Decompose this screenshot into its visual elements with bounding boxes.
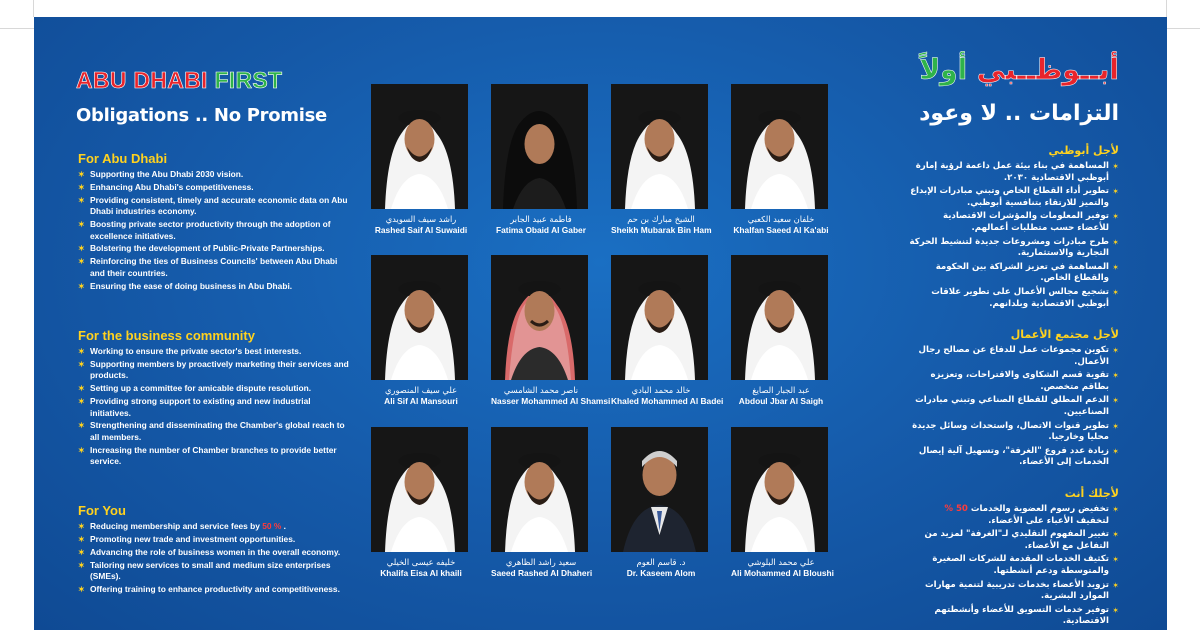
bullet-icon: ✶ — [78, 445, 85, 455]
candidate-name-arabic: علي سيف المنصوري — [384, 385, 458, 395]
candidate-name-english: Abdoul Jbar Al Saigh — [738, 396, 824, 406]
list-item: ✶ Strengthening and disseminating the Chamber's global reach to all members. — [78, 420, 345, 442]
candidate-photo — [611, 84, 708, 209]
candidates-grid — [371, 84, 841, 604]
candidate-name-arabic: خالد محمد البادي — [631, 385, 691, 395]
list-item: ✶ المساهمة في بناء بيئة عمل داعمة لرؤية إمارة أبوظبي الاقتصادية ٢٠٣٠. — [915, 161, 1119, 183]
list-item: ✶ زيادة عدد فروع "الغرفة"، وتسهيل آلية إيصال الخدمات إلى الأعضاء. — [918, 445, 1119, 468]
bullet-icon: ✶ — [78, 195, 85, 205]
fee-percent: 50 % — [262, 521, 282, 531]
bullet-icon: ✶ — [1112, 530, 1119, 540]
brochure-panel — [34, 17, 1167, 630]
bullet-icon: ✶ — [78, 585, 85, 595]
crop-mark-top-right — [1166, 0, 1167, 17]
arabic-heading-business: لأجل مجتمع الأعمال — [1010, 328, 1119, 341]
candidate-name-english: Ali Sif Al Mansouri — [384, 396, 458, 406]
section-heading-abu-dhabi: For Abu Dhabi — [78, 151, 168, 166]
arabic-heading-abu-dhabi: لأجل أبوظبي — [1048, 144, 1119, 157]
candidate-card — [491, 84, 591, 249]
crop-mark-top-left — [33, 0, 34, 17]
list-item: ✶ Tailoring new services to small and medium size enterprises (SMEs). — [78, 559, 331, 582]
candidate-name-english: Nasser Mohammed Al Shamsi — [491, 396, 611, 406]
bullet-icon: ✶ — [78, 281, 85, 291]
arabic-list-abu-dhabi — [909, 161, 1119, 312]
list-item: ✶ Advancing the role of business women in the overall economy. — [78, 546, 341, 557]
arabic-list-business — [909, 345, 1119, 471]
bullet-icon: ✶ — [1112, 287, 1119, 297]
candidate-name-english: Fatima Obaid Al Gaber — [496, 225, 586, 235]
english-title — [76, 67, 282, 94]
candidate-photo — [731, 84, 828, 209]
bullet-icon: ✶ — [1112, 555, 1119, 565]
bullet-icon: ✶ — [1112, 346, 1119, 355]
list-item: ✶ توفير خدمات التسويق للأعضاء وأنشطتهم الاقتصادية. — [934, 604, 1119, 627]
candidate-photo — [491, 84, 588, 209]
bullet-icon: ✶ — [78, 244, 85, 254]
candidate-name-arabic: د. قاسم العوم — [636, 557, 686, 567]
candidate-card — [491, 255, 611, 420]
list-item: ✶ Providing strong support to existing and new industrial initiatives. — [78, 396, 311, 418]
candidate-photo — [371, 427, 468, 552]
bullet-icon: ✶ — [78, 560, 85, 570]
arabic-title-word1: أبــوظــبي — [976, 53, 1119, 86]
list-item: ✶ Increasing the number of Chamber branches to provide better service. — [78, 444, 337, 467]
list-item: ✶ Supporting the Abu Dhabi 2030 vision. — [78, 169, 244, 179]
candidate-name-english: Sheikh Mubarak Bin Ham — [611, 225, 712, 235]
title-word-abu-dhabi: ABU DHABI — [76, 67, 208, 93]
arabic-title-word2: أولاً — [919, 53, 968, 86]
list-item: ✶ Providing consistent, timely and accurate economic data on Abu Dhabi industries economy. — [78, 194, 348, 217]
bullet-icon: ✶ — [78, 220, 85, 230]
bullet-icon: ✶ — [1112, 371, 1119, 381]
candidate-name-english: Ali Mohammed Al Bloushi — [731, 568, 834, 578]
candidate-card — [491, 427, 591, 592]
candidate-photo — [611, 255, 708, 380]
candidate-name-arabic: علي محمد البلوشي — [747, 557, 815, 567]
bullet-icon: ✶ — [1112, 580, 1119, 590]
bullet-icon: ✶ — [78, 384, 85, 394]
list-item: ✶ تطوير أداء القطاع الخاص وتبني مبادرات الإبداع والتميز للارتقاء بتنافسية أبوظبي. — [910, 186, 1119, 208]
list-abu-dhabi — [78, 169, 353, 294]
bullet-icon: ✶ — [1112, 605, 1119, 615]
section-heading-for-you: For You — [78, 503, 126, 518]
candidate-card — [731, 255, 831, 420]
list-item: ✶ تقوية قسم الشكاوى والاقتراحات، وتعزيزه بطاقم متخصص. — [930, 370, 1119, 392]
candidate-name-english: Khaled Mohammed Al Badei — [611, 396, 724, 406]
candidate-card — [731, 84, 831, 249]
bullet-icon: ✶ — [78, 397, 85, 407]
bullet-icon: ✶ — [1112, 237, 1119, 247]
bullet-icon: ✶ — [1112, 446, 1119, 456]
candidate-name-arabic: راشد سيف السويدي — [385, 214, 457, 224]
english-subtitle: Obligations .. No Promise — [76, 105, 327, 126]
candidate-name-arabic: خلفان سعيد الكعبي — [747, 214, 815, 224]
arabic-subtitle: التزامات .. لا وعود — [919, 101, 1119, 126]
arabic-list-for-you — [909, 504, 1119, 630]
candidate-name-arabic: عبد الجبار الصايغ — [752, 385, 810, 395]
list-item: ✶ تخفيض رسوم العضوية والخدمات 50 % لتخفيف الأعباء على الأعضاء. — [944, 504, 1119, 526]
candidate-photo — [731, 255, 828, 380]
list-item: ✶ Setting up a committee for amicable dispute resolution. — [78, 383, 312, 394]
bullet-icon: ✶ — [78, 421, 85, 431]
list-item: ✶ توفير المعلومات والمؤشرات الاقتصادية للأعضاء حسب متطلبات أعمالهم. — [942, 211, 1119, 233]
crop-mark-right — [1167, 28, 1200, 29]
list-item: ✶ Working to ensure the private sector's best interests. — [78, 346, 302, 356]
bullet-icon: ✶ — [1112, 262, 1119, 272]
bullet-icon: ✶ — [78, 257, 85, 267]
candidate-photo — [611, 427, 708, 552]
list-item: ✶ Promoting new trade and investment opportunities. — [78, 533, 296, 544]
bullet-icon: ✶ — [78, 534, 85, 544]
bullet-icon: ✶ — [78, 347, 85, 356]
arabic-fee-percent: 50 % — [944, 504, 968, 514]
list-item: ✶ Offering training to enhance productivity and competitiveness. — [78, 584, 340, 595]
candidate-card — [371, 427, 471, 592]
list-item: ✶ تكوين مجموعات عمل للدفاع عن مصالح رجال الأعمال. — [918, 345, 1119, 367]
list-item: ✶ تغيير المفهوم التقليدي لـ"الغرفة" لمزيد من التفاعل مع الأعضاء. — [924, 529, 1119, 551]
bullet-icon: ✶ — [1112, 187, 1119, 197]
bullet-icon: ✶ — [78, 547, 85, 557]
section-heading-business-community: For the business community — [78, 328, 255, 343]
list-item: ✶ Reducing membership and service fees by 50 % . — [78, 521, 286, 531]
list-item: ✶ المساهمة في تعزيز الشراكة بين الحكومة والقطاع الخاص. — [935, 261, 1119, 284]
crop-mark-left — [0, 28, 34, 29]
list-item: ✶ Supporting members by proactively marketing their services and products. — [78, 358, 349, 381]
title-word-first: FIRST — [214, 67, 283, 93]
bullet-icon: ✶ — [1112, 505, 1119, 514]
candidate-card — [611, 427, 711, 592]
candidate-photo — [491, 255, 588, 380]
bullet-icon: ✶ — [1112, 212, 1119, 222]
candidate-name-english: Rashed Saif Al Suwaidi — [374, 225, 468, 235]
list-item: ✶ Enhancing Abu Dhabi's competitiveness. — [78, 181, 254, 192]
list-item: ✶ تطوير قنوات الاتصال، واستحداث وسائل جديدة محليا وخارجيا. — [912, 420, 1119, 443]
candidate-name-english: Khalifa Eisa Al khaili — [380, 568, 462, 578]
arabic-title — [919, 53, 1119, 86]
bullet-icon: ✶ — [1112, 421, 1119, 431]
candidate-name-arabic: ناصر محمد الشامسي — [503, 385, 579, 395]
list-business-community — [78, 346, 353, 469]
list-item: ✶ الدعم المطلق للقطاع الصناعي وتبني مبادرات الصناعيين. — [915, 395, 1119, 417]
list-item: ✶ تشجيع مجالس الأعمال على تطوير علاقات أبوظبي الاقتصادية وبلدانهم. — [931, 286, 1119, 309]
bullet-icon: ✶ — [78, 359, 85, 369]
candidate-card — [731, 427, 834, 592]
list-item: ✶ تكثيف الخدمات المقدمة للشركات الصغيرة والمتوسطة ودعم أنشطتها. — [932, 554, 1119, 576]
list-for-you — [78, 521, 353, 597]
candidate-card — [611, 84, 711, 249]
candidate-card — [371, 84, 471, 249]
candidate-name-arabic: سعيد راشد الظاهري — [505, 557, 577, 567]
candidate-photo — [371, 255, 468, 380]
candidate-name-arabic: فاطمة عبيد الجابر — [510, 214, 572, 224]
candidate-card — [611, 255, 724, 420]
arabic-heading-for-you: لأجلك أنت — [1064, 487, 1119, 500]
candidate-name-arabic: الشيخ مبارك بن حم — [627, 214, 695, 224]
list-item: ✶ طرح مبادرات ومشروعات جديدة لتنشيط الحركة التجارية والاستثمارية. — [909, 236, 1119, 259]
bullet-icon: ✶ — [78, 522, 85, 531]
list-item: ✶ Ensuring the ease of doing business in Abu Dhabi. — [78, 280, 293, 291]
list-item: ✶ Bolstering the development of Public-Private Partnerships. — [78, 243, 325, 254]
candidate-card — [371, 255, 471, 420]
bullet-icon: ✶ — [1112, 396, 1119, 406]
candidate-name-english: Saeed Rashed Al Dhaheri — [491, 568, 593, 578]
list-item: ✶ Reinforcing the ties of Business Councils' between Abu Dhabi and their countries. — [78, 256, 338, 278]
candidate-name-english: Khalfan Saeed Al Ka'abi — [733, 225, 829, 235]
bullet-icon: ✶ — [1112, 162, 1119, 171]
candidate-name-english: Dr. Kaseem Alom — [626, 568, 696, 578]
candidate-photo — [371, 84, 468, 209]
candidate-name-arabic: خليفه عيسى الخيلي — [386, 557, 456, 567]
bullet-icon: ✶ — [78, 182, 85, 192]
candidate-photo — [731, 427, 828, 552]
list-item: ✶ Boosting private sector productivity through the adoption of excellence initiatives. — [78, 219, 331, 241]
bullet-icon: ✶ — [78, 170, 85, 179]
list-item: ✶ تزويد الأعضاء بخدمات تدريبية لتنمية مهارات الموارد البشرية. — [924, 579, 1119, 602]
candidate-photo — [491, 427, 588, 552]
